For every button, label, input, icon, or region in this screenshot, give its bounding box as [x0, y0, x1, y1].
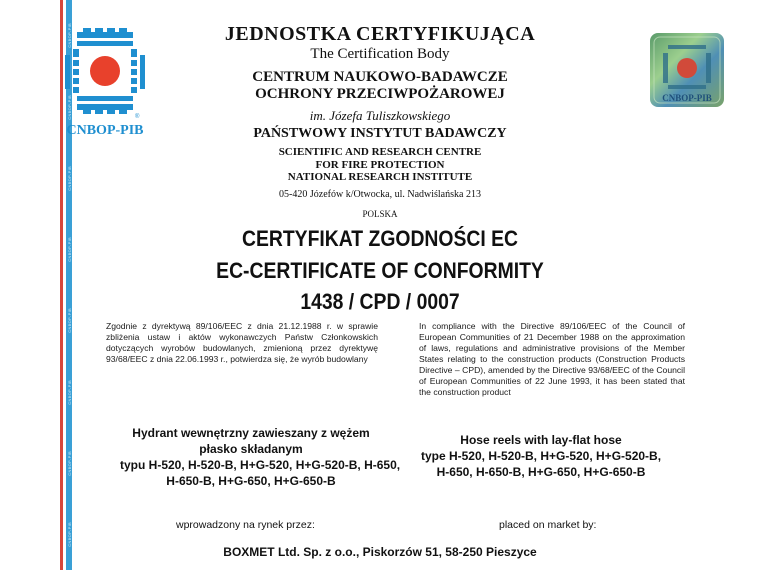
certification-body-title: JEDNOSTKA CERTYFIKUJĄCA [224, 23, 536, 45]
cnbop-logo [55, 24, 165, 144]
institute-name-pl: CENTRUM NAUKOWO-BADAWCZE OCHRONY PRZECIWPOŻAROWEJ [252, 69, 508, 102]
certification-body-subtitle: The Certification Body [310, 46, 450, 62]
manufacturer-company: BOXMET Ltd. Sp. z o.o., Piskorzów 51, 58-250 Pieszyce [223, 545, 537, 559]
hologram-text: CNBOP-PIB [662, 93, 712, 103]
certificate-title-pl: CERTYFIKAT ZGODNOŚCI EC [241, 226, 519, 251]
left-stripe-microtext: CNBOP-PIB CNBOP-PIB CNBOP-PIB CNBOP-PIB CNBOP-PIB CNBOP-PIB CNBOP-PIB CNBOP-PIB [66, 23, 72, 547]
certificate-number: 1438 / CPD / 0007 [300, 289, 460, 314]
placed-on-market-label-en: placed on market by: [499, 519, 597, 531]
placed-on-market-label-pl: wprowadzony na rynek przez: [176, 519, 315, 531]
hologram-sticker [650, 33, 724, 107]
country-label: POLSKA [362, 209, 398, 219]
logo-text: CNBOP-PIB [66, 123, 144, 138]
product-description-en: Hose reels with lay-flat hose type H-520, H-520-B, H+G-520, H+G-520-B, H-650, H-650-B, H+G-650, H+G-650-B [420, 433, 662, 479]
product-description-pl: Hydrant wewnętrzny zawieszany z wężem płasko składanym typu H-520, H-520-B, H+G-520, H+G-520-B, H-650, H-650-B, H+G-650, H+G-650-B [120, 426, 401, 488]
institute-status: PAŃSTWOWY INSTYTUT BADAWCZY [253, 126, 507, 141]
institute-name-en: SCIENTIFIC AND RESEARCH CENTRE FOR FIRE PROTECTION NATIONAL RESEARCH INSTITUTE [278, 146, 482, 183]
certificate-title-en: EC-CERTIFICATE OF CONFORMITY [216, 258, 544, 283]
institute-patron: im. Józefa Tuliszkowskiego [309, 108, 451, 123]
logo-red-circle [90, 56, 120, 86]
directive-paragraph-en: In compliance with the Directive 89/106/EEC of the Council of European Communities of 21 December 1988 on the approximation of laws, regulations and administrative provisions of the Member States relating to the construction products (Construction Products Directive – CPD), amended by the Directive 93/68/EEC of the Council of European Communities of 22 June 1993, it has been stated that the construction product [419, 321, 685, 397]
directive-paragraph-pl: Zgodnie z dyrektywą 89/106/EEC z dnia 21.12.1988 r. w sprawie zbliżenia ustaw i aktów wykonawczych Państw Członkowskich dotyczących wyrobów budowlanych, zmienioną przez dyrektywę 93/68/EEC z dnia 22.06.1993 r., potwierdza się, że wyrób budowlany [106, 321, 378, 364]
registered-mark: ® [135, 114, 140, 120]
institute-address: 05-420 Józefów k/Otwocka, ul. Nadwiślańska 213 [279, 189, 481, 200]
